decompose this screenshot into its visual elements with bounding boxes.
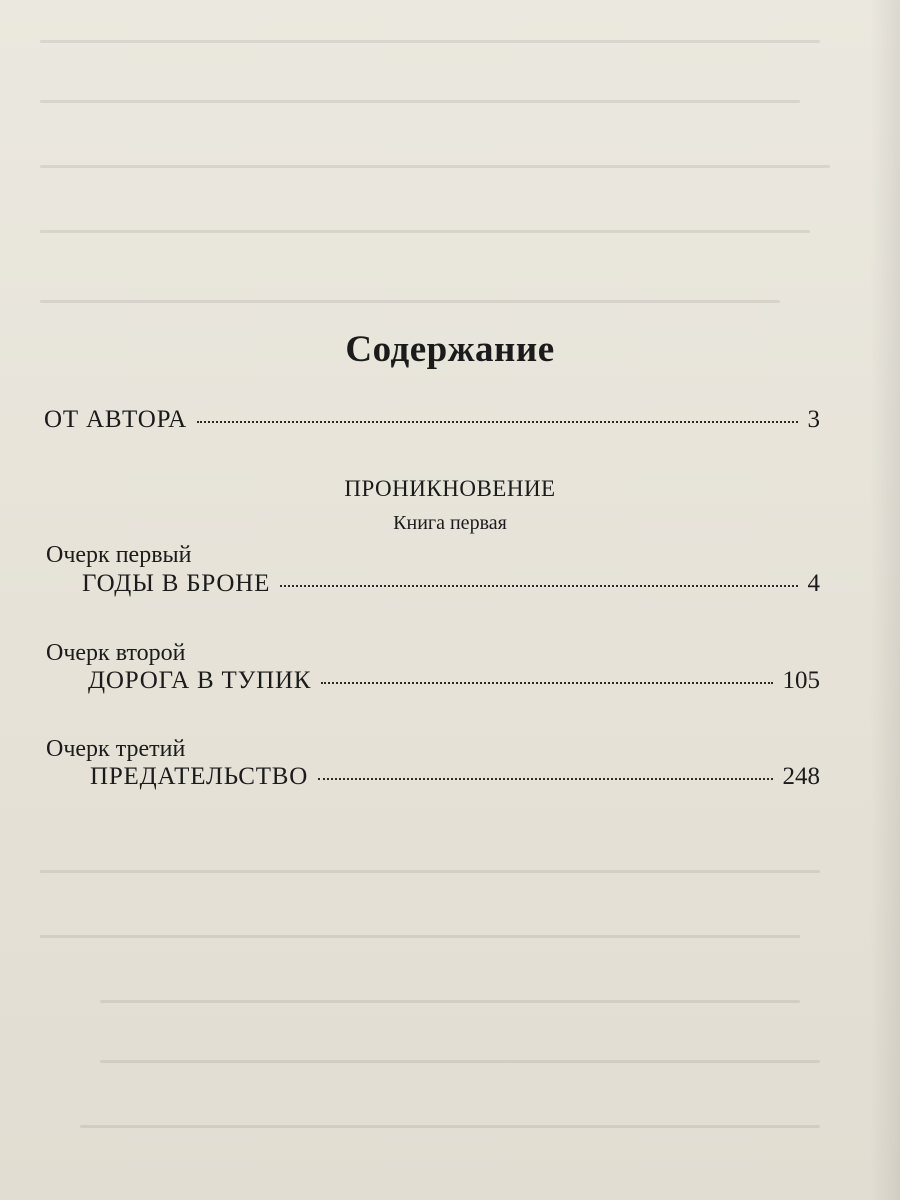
part-title: ПРОНИКНОВЕНИЕ [344,476,556,501]
toc-entry-label: ПРЕДАТЕЛЬСТВО [90,763,309,790]
essay-label: Очерк второй [46,640,186,666]
leader-dots [197,420,798,423]
toc-entry-label: ОТ АВТОРА [44,406,187,433]
bleed-through-line [100,1060,820,1063]
bleed-through-line [40,300,780,303]
toc-entry-essay-3[interactable] [90,763,820,791]
bleed-through-line [40,100,800,103]
leader-dots [318,777,772,780]
toc-entry-page: 248 [782,763,820,790]
bleed-through-line [100,1000,800,1003]
toc-entry-label: ДОРОГА В ТУПИК [88,667,312,694]
bleed-through-line [40,230,810,233]
leader-dots [321,681,772,684]
toc-entry-page: 4 [807,570,820,597]
toc-entry-essay-1[interactable] [82,570,820,598]
bleed-through-line [40,870,820,873]
bleed-through-line [40,935,800,938]
essay-label: Очерк первый [46,542,192,568]
toc-entry-page: 3 [807,406,820,433]
toc-entry-label: ГОДЫ В БРОНЕ [82,570,271,597]
toc-entry-page: 105 [782,667,820,694]
toc-entry-essay-2[interactable] [88,667,820,695]
leader-dots [280,584,797,587]
toc-entry-preface[interactable] [44,406,820,434]
bleed-through-line [40,40,820,43]
page-edge-shadow [870,0,900,1200]
bleed-through-line [40,165,830,168]
toc-title: Содержание [345,329,555,370]
essay-label: Очерк третий [46,736,186,762]
bleed-through-line [80,1125,820,1128]
book-subtitle: Книга первая [393,512,507,534]
